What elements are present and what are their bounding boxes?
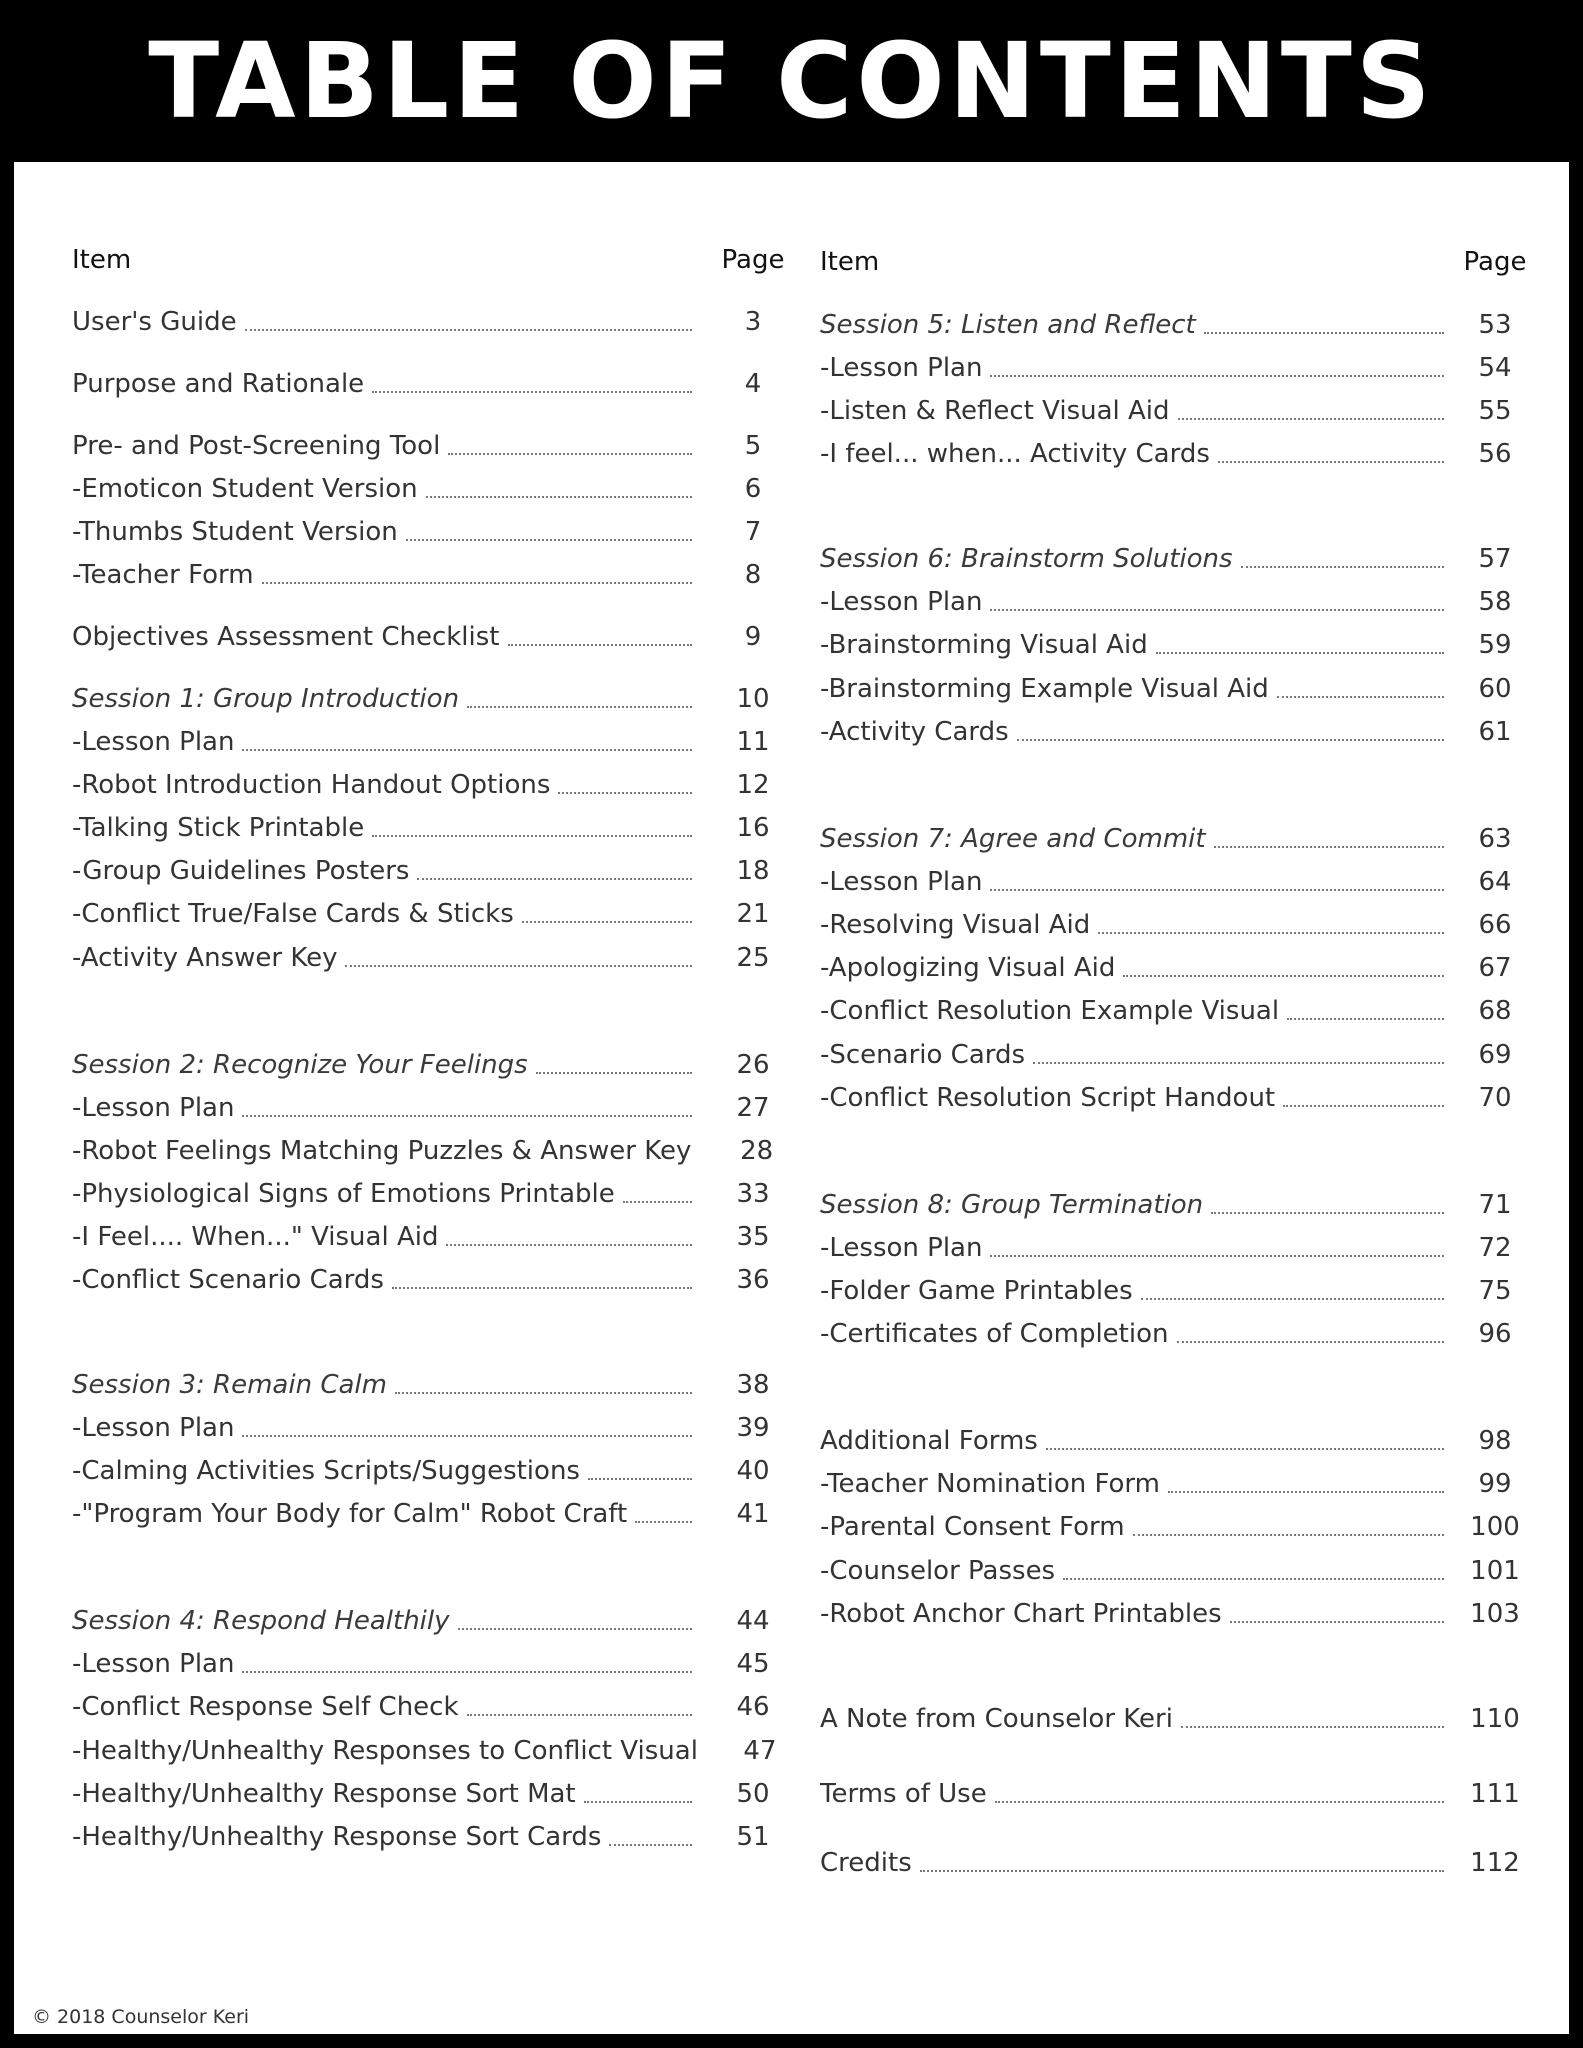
toc-entry <box>820 625 1540 665</box>
page-number: 57 <box>1478 544 1512 574</box>
toc-entry <box>72 1174 798 1214</box>
page-number: 18 <box>736 856 770 886</box>
dot-leader <box>395 1392 692 1394</box>
entry-label: -Teacher Form <box>72 560 254 590</box>
page-number: 58 <box>1478 587 1512 617</box>
toc-entry <box>820 1464 1540 1504</box>
toc-entry <box>72 469 798 509</box>
entry-label: -Folder Game Printables <box>820 1276 1133 1306</box>
toc-entry <box>820 1843 1540 1883</box>
dot-leader <box>262 582 692 584</box>
toc-entry <box>72 722 798 762</box>
page-number: 75 <box>1478 1276 1512 1306</box>
session-title: Session 7: Agree and Commit <box>820 824 1206 854</box>
toc-entry <box>820 991 1540 1031</box>
item-header: Item <box>820 247 880 277</box>
entry-label: -"Program Your Body for Calm" Robot Craft <box>72 1499 628 1529</box>
page-number: 27 <box>736 1093 770 1123</box>
dot-leader <box>242 1435 692 1437</box>
page-number: 16 <box>736 813 770 843</box>
toc-entry <box>820 819 1540 859</box>
page-number: 55 <box>1478 396 1512 426</box>
dot-leader <box>1283 1105 1444 1107</box>
entry-label: -Brainstorming Example Visual Aid <box>820 674 1269 704</box>
page-number: 68 <box>1478 996 1512 1026</box>
page-number: 11 <box>736 727 770 757</box>
page-number: 56 <box>1478 439 1512 469</box>
toc-header-right <box>820 242 1540 282</box>
dot-leader <box>920 1870 1444 1872</box>
toc-entry <box>72 938 798 978</box>
dot-leader <box>508 644 693 646</box>
toc-entry <box>72 851 798 891</box>
toc-entry <box>72 617 798 657</box>
toc-entry <box>72 1731 798 1771</box>
toc-entry <box>72 302 798 342</box>
page-number: 53 <box>1478 310 1512 340</box>
toc-entry <box>72 1601 798 1641</box>
entry-label: -Robot Introduction Handout Options <box>72 770 551 800</box>
toc-entry <box>72 1644 798 1684</box>
toc-entry <box>820 1594 1540 1634</box>
toc-entry <box>820 582 1540 622</box>
dot-leader <box>242 749 692 751</box>
page-number: 10 <box>736 684 770 714</box>
dot-leader <box>345 965 692 967</box>
entry-label: -Teacher Nomination Form <box>820 1469 1160 1499</box>
toc-entry <box>820 1421 1540 1461</box>
page-number: 54 <box>1478 353 1512 383</box>
page-number: 67 <box>1478 953 1512 983</box>
toc-entry <box>820 1314 1540 1354</box>
page-number: 50 <box>736 1779 770 1809</box>
toc-entry <box>820 1228 1540 1268</box>
dot-leader <box>1277 696 1444 698</box>
page-number: 9 <box>744 622 762 652</box>
page-number: 99 <box>1478 1469 1512 1499</box>
toc-entry <box>72 512 798 552</box>
dot-leader <box>372 835 692 837</box>
toc-entry <box>820 1774 1540 1814</box>
page-header: Page <box>721 245 785 275</box>
dot-leader <box>623 1201 692 1203</box>
entry-label: -Lesson Plan <box>820 1233 983 1263</box>
page-number: 25 <box>736 943 770 973</box>
entry-label: -Conflict Response Self Check <box>72 1692 459 1722</box>
page-number: 7 <box>744 517 762 547</box>
dot-leader <box>1156 652 1444 654</box>
dot-leader <box>1230 1621 1444 1623</box>
dot-leader <box>1177 1341 1445 1343</box>
dot-leader <box>1218 461 1444 463</box>
dot-leader <box>1241 566 1444 568</box>
entry-label: -Parental Consent Form <box>820 1512 1125 1542</box>
entry-label: Objectives Assessment Checklist <box>72 622 500 652</box>
entry-label: -I feel... when... Activity Cards <box>820 439 1210 469</box>
entry-label: -Thumbs Student Version <box>72 517 398 547</box>
dot-leader <box>446 1244 692 1246</box>
dot-leader <box>1017 739 1444 741</box>
toc-entry <box>820 1078 1540 1118</box>
dot-leader <box>1098 932 1444 934</box>
dot-leader <box>1178 418 1444 420</box>
page-number: 101 <box>1470 1556 1520 1586</box>
entry-label: Terms of Use <box>820 1779 987 1809</box>
page-number: 61 <box>1478 717 1512 747</box>
toc-entry <box>72 1045 798 1085</box>
toc-entry <box>820 539 1540 579</box>
toc-entry <box>72 1260 798 1300</box>
toc-entry <box>820 1507 1540 1547</box>
toc-entry <box>820 1035 1540 1075</box>
entry-label: -Brainstorming Visual Aid <box>820 630 1148 660</box>
page-number: 60 <box>1478 674 1512 704</box>
page-number: 63 <box>1478 824 1512 854</box>
session-title: Session 4: Respond Healthily <box>72 1606 450 1636</box>
entry-label: -Certificates of Completion <box>820 1319 1169 1349</box>
page-number: 72 <box>1478 1233 1512 1263</box>
entry-label: -Counselor Passes <box>820 1556 1056 1586</box>
dot-leader <box>1123 975 1444 977</box>
toc-entry <box>820 669 1540 709</box>
page-number: 112 <box>1470 1848 1520 1878</box>
page-number: 4 <box>744 369 762 399</box>
page-number: 8 <box>744 560 762 590</box>
dot-leader <box>1204 332 1444 334</box>
entry-label: -Talking Stick Printable <box>72 813 365 843</box>
dot-leader <box>558 792 692 794</box>
toc-entry <box>72 1088 798 1128</box>
toc-entry <box>72 1494 798 1534</box>
dot-leader <box>995 1801 1444 1803</box>
page-number: 47 <box>743 1736 777 1766</box>
dot-leader <box>406 539 692 541</box>
toc-header-left <box>72 240 798 280</box>
page-number: 39 <box>736 1413 770 1443</box>
entry-label: -Healthy/Unhealthy Response Sort Cards <box>72 1822 602 1852</box>
entry-label: -Lesson Plan <box>72 1649 235 1679</box>
page-number: 110 <box>1470 1704 1520 1734</box>
dot-leader <box>1214 846 1444 848</box>
dot-leader <box>1033 1062 1444 1064</box>
entry-label: -Healthy/Unhealthy Response Sort Mat <box>72 1779 576 1809</box>
dot-leader <box>1046 1448 1444 1450</box>
toc-entry <box>820 1551 1540 1591</box>
session-title: Session 5: Listen and Reflect <box>820 310 1196 340</box>
session-title: Session 6: Brainstorm Solutions <box>820 544 1233 574</box>
item-header: Item <box>72 245 132 275</box>
dot-leader <box>990 889 1444 891</box>
session-title: Session 1: Group Introduction <box>72 684 460 714</box>
page-number: 100 <box>1470 1512 1520 1542</box>
entry-label: A Note from Counselor Keri <box>820 1704 1173 1734</box>
page-number: 40 <box>736 1456 770 1486</box>
page-number: 46 <box>736 1692 770 1722</box>
toc-entry <box>72 1817 798 1857</box>
entry-label: -Conflict True/False Cards & Sticks <box>72 899 514 929</box>
dot-leader <box>990 375 1444 377</box>
dot-leader <box>1141 1298 1444 1300</box>
page-number: 103 <box>1470 1599 1520 1629</box>
entry-label: -Scenario Cards <box>820 1040 1026 1070</box>
entry-label: User's Guide <box>72 307 237 337</box>
entry-label: -Activity Cards <box>820 717 1009 747</box>
toc-entry <box>820 348 1540 388</box>
entry-label: -Apologizing Visual Aid <box>820 953 1116 983</box>
dot-leader <box>1133 1534 1444 1536</box>
entry-label: Purpose and Rationale <box>72 369 365 399</box>
dot-leader <box>522 921 692 923</box>
toc-entry <box>72 1365 798 1405</box>
entry-label: -Conflict Resolution Script Handout <box>820 1083 1276 1113</box>
dot-leader <box>635 1521 692 1523</box>
session-title: Session 8: Group Termination <box>820 1190 1204 1220</box>
page-number: 44 <box>736 1606 770 1636</box>
toc-entry <box>820 1185 1540 1225</box>
entry-label: -Conflict Scenario Cards <box>72 1265 384 1295</box>
page-number: 98 <box>1478 1426 1512 1456</box>
dot-leader <box>392 1287 692 1289</box>
dot-leader <box>1287 1018 1444 1020</box>
page-number: 69 <box>1478 1040 1512 1070</box>
entry-label: Additional Forms <box>820 1426 1038 1456</box>
page-number: 26 <box>736 1050 770 1080</box>
dot-leader <box>1168 1491 1444 1493</box>
dot-leader <box>426 496 692 498</box>
toc-entry <box>72 426 798 466</box>
toc-entry <box>72 679 798 719</box>
toc-entry <box>820 948 1540 988</box>
dot-leader <box>1063 1578 1444 1580</box>
entry-label: -Lesson Plan <box>72 727 235 757</box>
entry-label: -I Feel.... When..." Visual Aid <box>72 1222 439 1252</box>
entry-label: -Lesson Plan <box>820 867 983 897</box>
page-number: 3 <box>744 307 762 337</box>
toc-entry <box>72 894 798 934</box>
toc-entry <box>72 1408 798 1448</box>
entry-label: -Physiological Signs of Emotions Printable <box>72 1179 615 1209</box>
toc-entry <box>820 1699 1540 1739</box>
dot-leader <box>242 1671 692 1673</box>
toc-entry <box>820 712 1540 752</box>
entry-label: -Lesson Plan <box>820 587 983 617</box>
entry-label: -Calming Activities Scripts/Suggestions <box>72 1456 580 1486</box>
toc-entry <box>72 1687 798 1727</box>
entry-label: Pre- and Post-Screening Tool <box>72 431 441 461</box>
page-number: 66 <box>1478 910 1512 940</box>
dot-leader <box>1181 1726 1444 1728</box>
page-number: 64 <box>1478 867 1512 897</box>
page-header: Page <box>1463 247 1527 277</box>
copyright-notice: © 2018 Counselor Keri <box>32 2006 250 2028</box>
dot-leader <box>588 1478 692 1480</box>
dot-leader <box>417 878 692 880</box>
toc-entry <box>72 364 798 404</box>
toc-entry <box>72 765 798 805</box>
dot-leader <box>990 609 1444 611</box>
entry-label: -Lesson Plan <box>72 1093 235 1123</box>
entry-label: -Listen & Reflect Visual Aid <box>820 396 1170 426</box>
dot-leader <box>467 706 692 708</box>
toc-entry <box>72 1131 798 1171</box>
page-number: 33 <box>736 1179 770 1209</box>
dot-leader <box>448 453 692 455</box>
toc-entry <box>72 1217 798 1257</box>
page-number: 5 <box>744 431 762 461</box>
entry-label: -Lesson Plan <box>820 353 983 383</box>
toc-entry <box>820 1271 1540 1311</box>
dot-leader <box>467 1714 692 1716</box>
entry-label: -Resolving Visual Aid <box>820 910 1091 940</box>
page-number: 35 <box>736 1222 770 1252</box>
page-number: 96 <box>1478 1319 1512 1349</box>
toc-entry <box>820 905 1540 945</box>
session-title: Session 3: Remain Calm <box>72 1370 387 1400</box>
toc-entry <box>820 305 1540 345</box>
page-number: 51 <box>736 1822 770 1852</box>
toc-entry <box>820 391 1540 431</box>
dot-leader <box>242 1115 692 1117</box>
dot-leader <box>609 1844 692 1846</box>
dot-leader <box>584 1801 692 1803</box>
toc-sheet <box>14 162 1569 2034</box>
page-number: 71 <box>1478 1190 1512 1220</box>
toc-entry <box>820 434 1540 474</box>
entry-label: -Conflict Resolution Example Visual <box>820 996 1280 1026</box>
page-number: 36 <box>736 1265 770 1295</box>
dot-leader <box>1211 1212 1444 1214</box>
toc-entry <box>72 555 798 595</box>
page-number: 28 <box>740 1136 774 1166</box>
page-number: 6 <box>744 474 762 504</box>
toc-entry <box>72 808 798 848</box>
dot-leader <box>458 1628 692 1630</box>
page-number: 12 <box>736 770 770 800</box>
entry-label: -Lesson Plan <box>72 1413 235 1443</box>
entry-label: Credits <box>820 1848 912 1878</box>
toc-entry <box>72 1774 798 1814</box>
page-number: 70 <box>1478 1083 1512 1113</box>
page-number: 38 <box>736 1370 770 1400</box>
entry-label: -Healthy/Unhealthy Responses to Conflict Visual <box>72 1736 698 1766</box>
toc-entry <box>820 862 1540 902</box>
entry-label: -Activity Answer Key <box>72 943 338 973</box>
entry-label: -Emoticon Student Version <box>72 474 418 504</box>
page-number: 41 <box>736 1499 770 1529</box>
page-number: 21 <box>736 899 770 929</box>
dot-leader <box>536 1072 692 1074</box>
page-number: 111 <box>1470 1779 1520 1809</box>
page-title: TABLE OF CONTENTS <box>148 20 1435 142</box>
page-number: 45 <box>736 1649 770 1679</box>
dot-leader <box>372 391 692 393</box>
toc-entry <box>72 1451 798 1491</box>
entry-label: -Group Guidelines Posters <box>72 856 410 886</box>
entry-label: -Robot Anchor Chart Printables <box>820 1599 1222 1629</box>
dot-leader <box>990 1255 1444 1257</box>
session-title: Session 2: Recognize Your Feelings <box>72 1050 528 1080</box>
page-number: 59 <box>1478 630 1512 660</box>
entry-label: -Robot Feelings Matching Puzzles & Answer Key <box>72 1136 692 1166</box>
dot-leader <box>245 329 692 331</box>
